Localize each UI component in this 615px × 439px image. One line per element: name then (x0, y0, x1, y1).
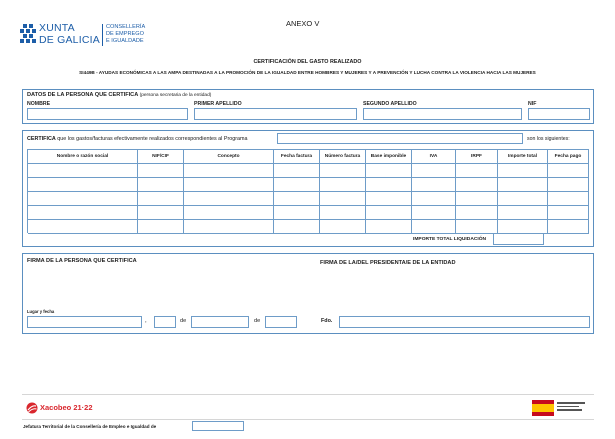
table-cell[interactable] (412, 192, 456, 206)
table-cell[interactable] (184, 206, 274, 220)
column-header: Base imponible (366, 150, 412, 164)
table-cell[interactable] (366, 178, 412, 192)
xacobeo-logo-icon (26, 402, 38, 414)
surname1-label: PRIMER APELLIDO (194, 101, 242, 107)
column-header: Número factura (320, 150, 366, 164)
total-field[interactable] (493, 233, 544, 245)
table-cell[interactable] (28, 164, 138, 178)
certify-lead-text: que los gastos/facturas efectivamente realizados correspondientes al Programa (57, 136, 248, 142)
table-cell[interactable] (366, 206, 412, 220)
column-header: IVA (412, 150, 456, 164)
column-header: NIF/CIF (138, 150, 184, 164)
certify-section (22, 130, 594, 247)
surname2-label: SEGUNDO APELLIDO (363, 101, 417, 107)
signed-by-field[interactable] (339, 316, 590, 328)
table-cell[interactable] (320, 192, 366, 206)
expense-table (27, 149, 589, 233)
column-header: Importe total (498, 150, 548, 164)
conselleria-line1: CONSELLERÍA (106, 24, 146, 30)
xunta-logo (20, 22, 152, 48)
certify-lead (27, 136, 248, 142)
table-cell[interactable] (412, 206, 456, 220)
table-cell[interactable] (498, 206, 548, 220)
table-cell[interactable] (28, 206, 138, 220)
ministry-text-lines (557, 402, 587, 414)
table-row (28, 164, 589, 178)
nif-label: NIF (528, 101, 537, 107)
table-row (28, 192, 589, 206)
table-cell[interactable] (138, 164, 184, 178)
table-cell[interactable] (548, 164, 589, 178)
table-cell[interactable] (320, 178, 366, 192)
table-cell[interactable] (274, 164, 320, 178)
table-cell[interactable] (184, 220, 274, 234)
table-cell[interactable] (366, 164, 412, 178)
table-cell[interactable] (456, 164, 498, 178)
table-cell[interactable] (184, 192, 274, 206)
surname2-field[interactable] (363, 108, 522, 120)
certifier-section (22, 89, 594, 124)
table-cell[interactable] (138, 206, 184, 220)
name-label: NOMBRE (27, 101, 51, 107)
president-signature-title: FIRMA DE LA/DEL PRESIDENTA/E DE LA ENTIDAD (320, 260, 456, 266)
conselleria-line2: DE EMPREGO (106, 31, 144, 37)
table-cell[interactable] (548, 206, 589, 220)
table-cell[interactable] (412, 164, 456, 178)
fdo-label: Fdo. (321, 318, 333, 324)
table-cell[interactable] (28, 220, 138, 234)
surname1-field[interactable] (194, 108, 357, 120)
expense-table-body (28, 164, 589, 234)
table-cell[interactable] (320, 220, 366, 234)
table-cell[interactable] (456, 220, 498, 234)
certify-tail: son los siguientes: (527, 136, 570, 142)
table-row (28, 220, 589, 234)
certifier-section-note: (persona secretaria de la entidad) (139, 93, 212, 98)
table-cell[interactable] (320, 164, 366, 178)
comma-separator: , (145, 318, 147, 324)
footer-band (22, 394, 594, 420)
table-cell[interactable] (412, 178, 456, 192)
conselleria-line3: E IGUALDADE (106, 38, 144, 44)
nif-field[interactable] (528, 108, 590, 120)
table-cell[interactable] (498, 164, 548, 178)
place-date-label: Lugar y fecha (27, 309, 55, 314)
table-cell[interactable] (184, 178, 274, 192)
table-cell[interactable] (138, 192, 184, 206)
spain-flag-icon (532, 400, 554, 416)
total-label: IMPORTE TOTAL LIQUIDACIÓN (413, 237, 487, 242)
expense-table-header (28, 150, 589, 164)
table-cell[interactable] (274, 178, 320, 192)
certify-lead-bold: CERTIFICA (27, 136, 56, 142)
month-field[interactable] (191, 316, 249, 328)
place-field[interactable] (27, 316, 142, 328)
de-label-1: de (180, 318, 187, 324)
table-cell[interactable] (138, 178, 184, 192)
table-cell[interactable] (320, 206, 366, 220)
table-cell[interactable] (412, 220, 456, 234)
table-cell[interactable] (498, 192, 548, 206)
spain-government-logo (532, 399, 588, 417)
jefatura-label: Jefatura Territorial de la Consellería de Empleo e Igualdad de (23, 424, 157, 429)
table-cell[interactable] (456, 178, 498, 192)
certifier-section-title: DATOS DE LA PERSONA QUE CERTIFICA (persona secretaria de la entidad) (27, 92, 212, 98)
table-cell[interactable] (548, 220, 589, 234)
table-cell[interactable] (456, 192, 498, 206)
column-header: Concepto (184, 150, 274, 164)
table-cell[interactable] (138, 220, 184, 234)
table-cell[interactable] (274, 206, 320, 220)
table-cell[interactable] (184, 164, 274, 178)
year-field[interactable] (265, 316, 297, 328)
certifier-signature-title: FIRMA DE LA PERSONA QUE CERTIFICA (27, 258, 137, 264)
table-row (28, 206, 589, 220)
table-cell[interactable] (498, 178, 548, 192)
column-header: Fecha factura (274, 150, 320, 164)
table-cell[interactable] (456, 206, 498, 220)
column-header: Nombre o razón social (28, 150, 138, 164)
table-cell[interactable] (366, 220, 412, 234)
day-field[interactable] (154, 316, 176, 328)
xacobeo-text: Xacobeo 21·22 (40, 403, 93, 412)
table-cell[interactable] (548, 178, 589, 192)
table-cell[interactable] (548, 192, 589, 206)
annex-label: ANEXO V (286, 19, 320, 28)
document-title: CERTIFICACIÓN DEL GASTO REALIZADO (253, 59, 362, 65)
table-cell[interactable] (366, 192, 412, 206)
table-cell[interactable] (498, 220, 548, 234)
program-field[interactable] (277, 133, 523, 144)
table-cell[interactable] (274, 192, 320, 206)
jefatura-field[interactable] (192, 421, 244, 431)
column-header: Fecha pago (548, 150, 589, 164)
table-cell[interactable] (274, 220, 320, 234)
column-header: IRPF (456, 150, 498, 164)
xunta-logo-line2: DE GALICIA (39, 34, 100, 46)
table-cell[interactable] (28, 178, 138, 192)
table-row (28, 178, 589, 192)
xunta-logo-line1: XUNTA (39, 22, 75, 34)
logo-divider (102, 24, 103, 46)
document-subtitle: SI449B - AYUDAS ECONÓMICAS A LAS AMPA DESTINADAS A LA PROMOCIÓN DE LA IGUALDAD ENTRE HOMBRES Y MUJERES Y A PREVENCIÓN Y LUCHA CONTRA LA VIOLENCIA HACIA LAS MUJERES (79, 70, 536, 75)
name-field[interactable] (27, 108, 188, 120)
de-label-2: de (254, 318, 261, 324)
table-cell[interactable] (28, 192, 138, 206)
xunta-emblem-icon (20, 24, 36, 46)
signature-section (22, 253, 594, 334)
